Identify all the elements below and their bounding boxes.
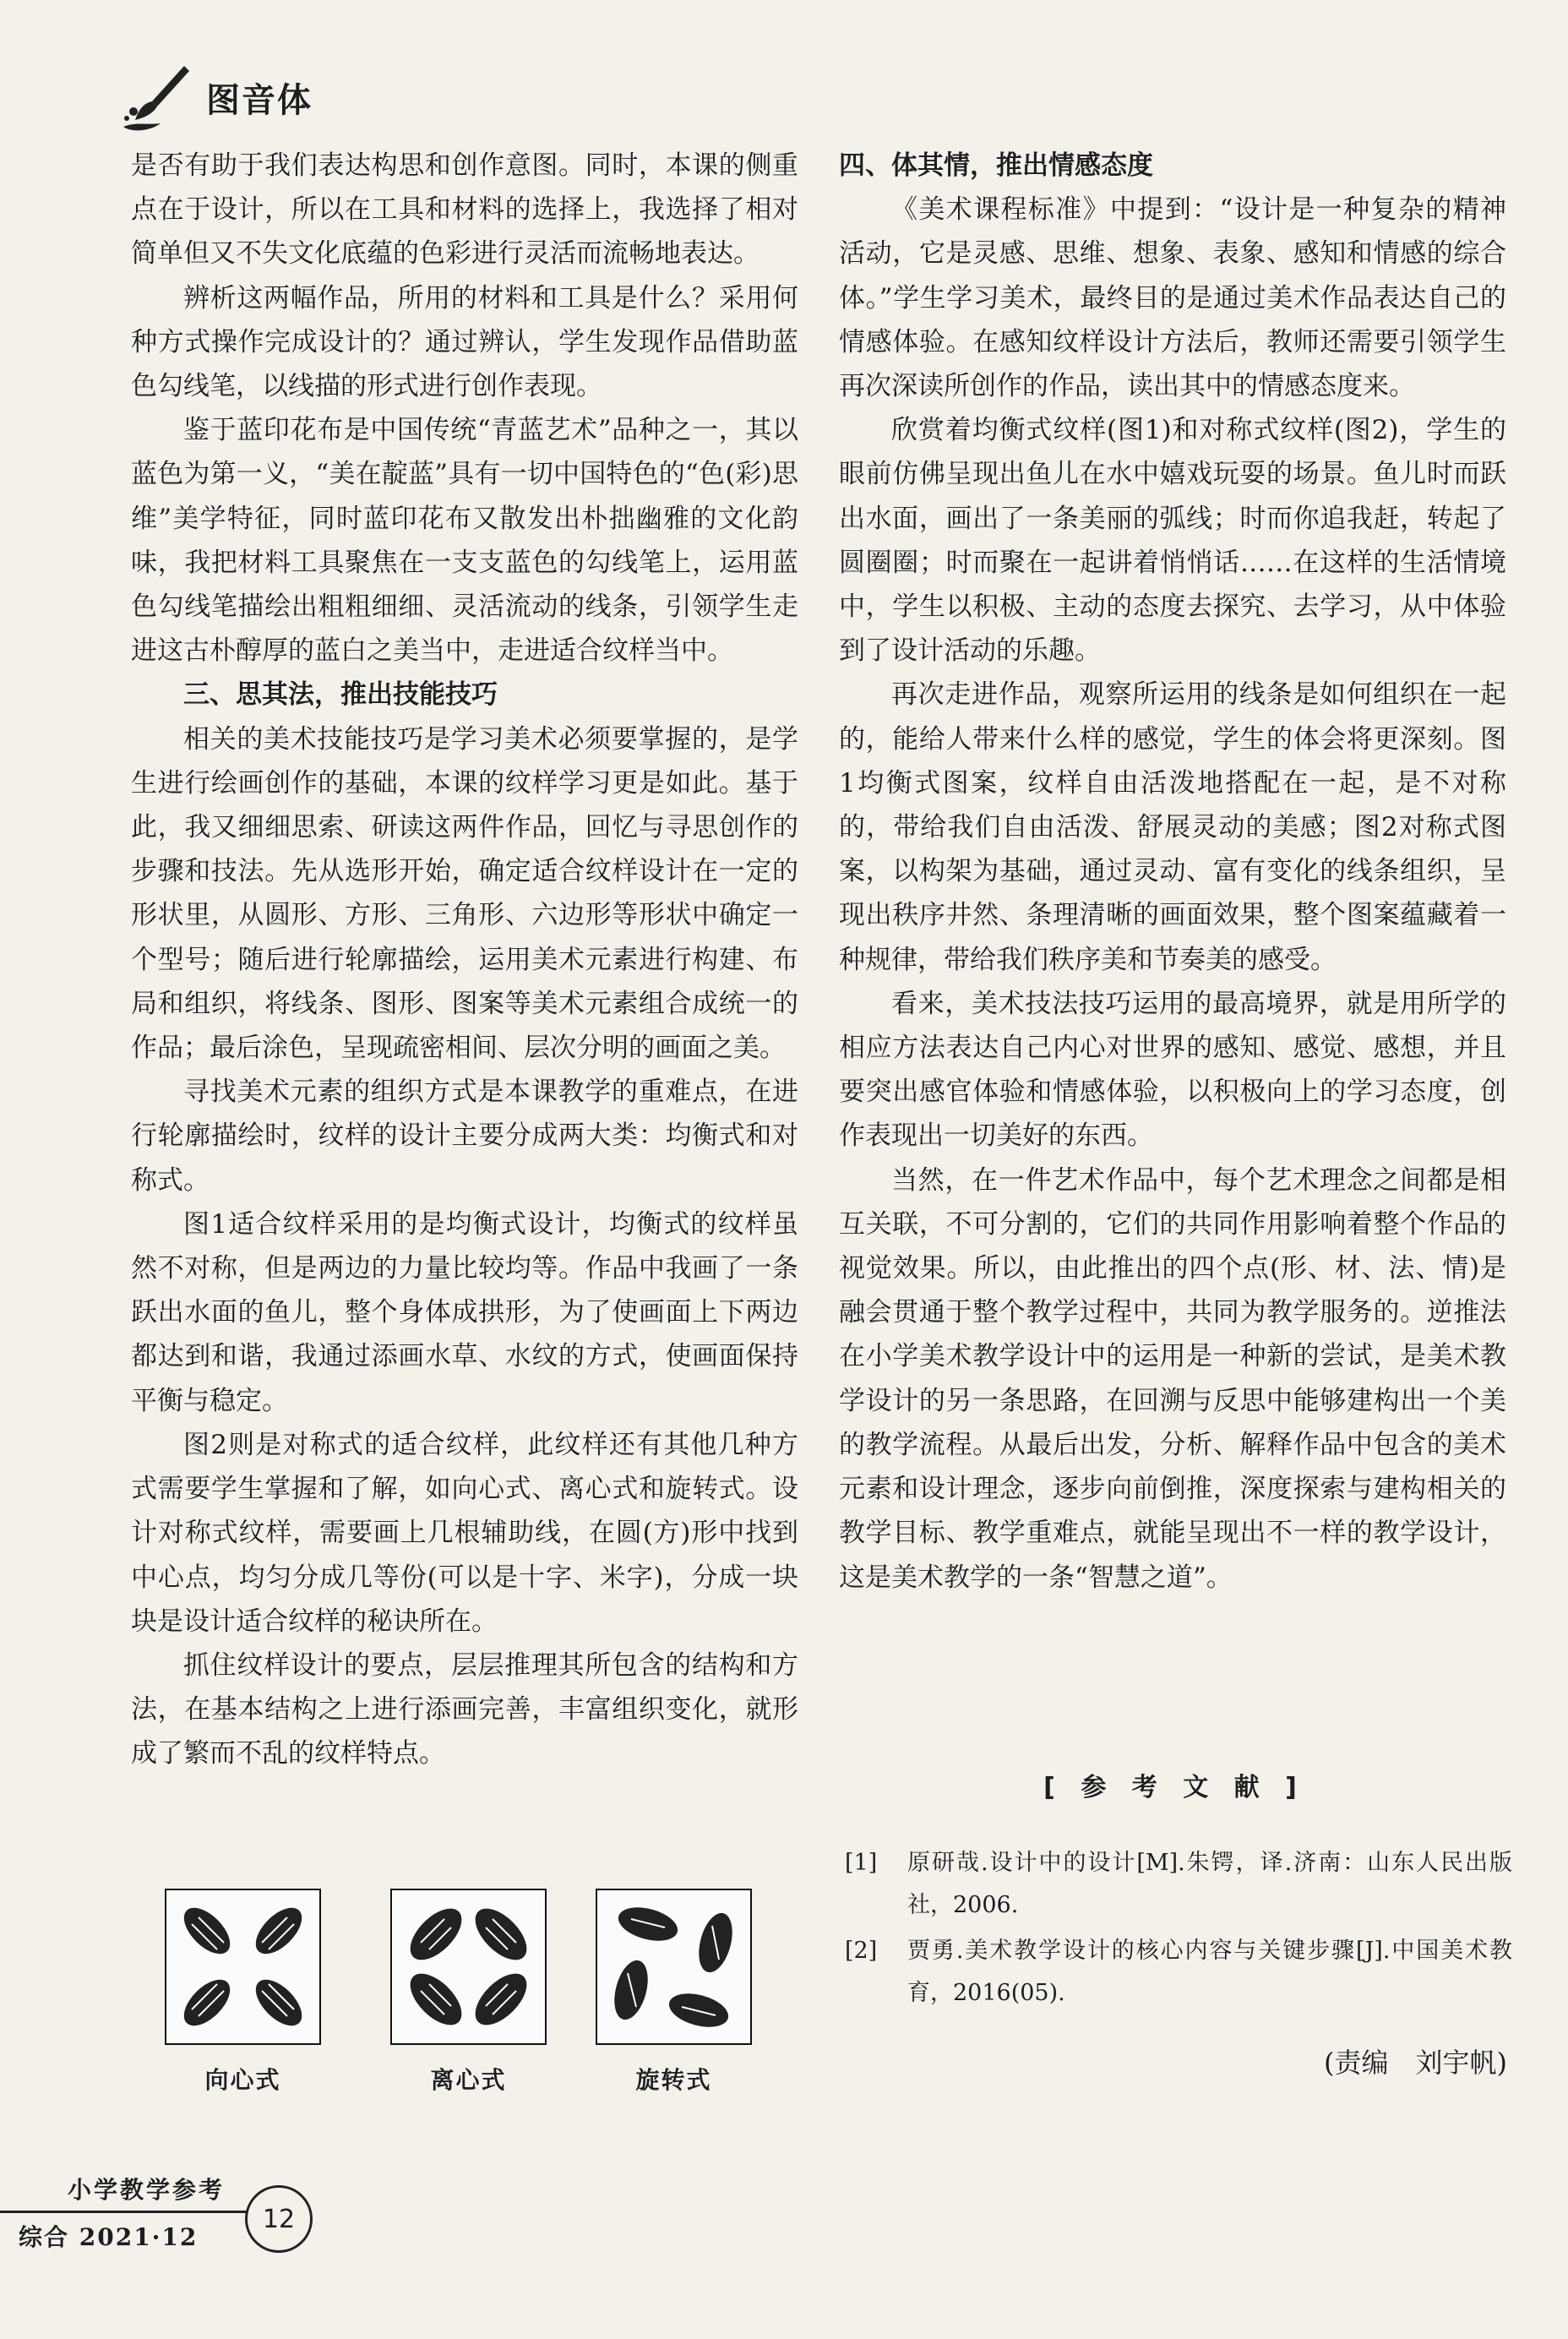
section-heading-4: 四、体其情，推出情感态度	[839, 150, 1153, 181]
paragraph: 鉴于蓝印花布是中国传统“青蓝艺术”品种之一，其以蓝色为第一义，“美在靛蓝”具有一切中国特色的“色(彩)思维”美学特征，同时蓝印花布又散发出朴拙幽雅的文化韵味，我把材料工具聚焦在一支支蓝色的勾线笔上，运用蓝色勾线笔描绘出粗粗细细、灵活流动的线条，引领学生走进这古朴醇厚的蓝白之美当中，走进适合纹样当中。	[131, 415, 798, 667]
reference-item	[845, 1842, 1512, 1927]
brush-ink-logo-icon	[118, 59, 194, 135]
reference-text: 原研哉.设计中的设计[M].朱锷，译.济南：山东人民出版社，2006.	[907, 1850, 1512, 1918]
paragraph: 抓住纹样设计的要点，层层推理其所包含的结构和方法，在基本结构之上进行添画完善，丰富组织变化，就形成了繁而不乱的纹样特点。	[131, 1649, 798, 1769]
fish-pattern-icon	[392, 1890, 545, 2043]
paragraph: 相关的美术技能技巧是学习美术必须要掌握的，是学生进行绘画创作的基础，本课的纹样学习更是如此。基于此，我又细细思索、研读这两件作品，回忆与寻思创作的步骤和技法。先从选形开始，确定适合纹样设计在一定的形状里，从圆形、方形、三角形、六边形等形状中确定一个型号；随后进行轮廓描绘，运用美术元素进行构建、布局和组织，将线条、图形、图案等美术元素组合成统一的作品；最后涂色，呈现疏密相间、层次分明的画面之美。	[131, 723, 798, 1064]
figure-rotational	[596, 1889, 752, 2096]
section-name: 图音体	[206, 80, 313, 120]
left-column	[131, 144, 798, 1776]
footer-rule	[0, 2211, 247, 2213]
section-heading-3: 三、思其法，推出技能技巧	[183, 679, 498, 711]
paragraph: 辨析这两幅作品，所用的材料和工具是什么？采用何种方式操作完成设计的？通过辨认，学生发现作品借助蓝色勾线笔，以线描的形式进行创作表现。	[131, 282, 798, 402]
reference-item	[845, 1930, 1512, 2015]
journal-name: 小学教学参考	[68, 2176, 226, 2204]
reference-number: [1]	[845, 1850, 878, 1876]
editor-credit: (责编 刘宇帆)	[1324, 2047, 1507, 2079]
figure-caption: 离心式	[430, 2066, 507, 2094]
fish-pattern-image	[165, 1889, 321, 2045]
fish-pattern-image	[390, 1889, 547, 2045]
reference-number: [2]	[845, 1938, 878, 1964]
paragraph: 图2则是对称式的适合纹样，此纹样还有其他几种方式需要学生掌握和了解，如向心式、离心式和旋转式。设计对称式纹样，需要画上几根辅助线，在圆(方)形中找到中心点，均匀分成几等份(可以是十字、米字)，分成一块块是设计适合纹样的秘诀所在。	[131, 1429, 798, 1637]
figure-centripetal	[165, 1889, 321, 2096]
fish-pattern-icon	[166, 1890, 319, 2043]
issue-label: 综合 2021·12	[19, 2223, 199, 2251]
paragraph: 看来，美术技法技巧运用的最高境界，就是用所学的相应方法表达自己内心对世界的感知、感觉、感想，并且要突出感官体验和情感体验，以积极向上的学习态度，创作表现出一切美好的东西。	[839, 988, 1506, 1152]
paragraph: 欣赏着均衡式纹样(图1)和对称式纹样(图2)，学生的眼前仿佛呈现出鱼儿在水中嬉戏玩耍的场景。鱼儿时而跃出水面，画出了一条美丽的弧线；时而你追我赶，转起了圆圈圈；时而聚在一起讲着悄悄话……在这样的生活情境中，学生以积极、主动的态度去探究、去学习，从中体验到了设计活动的乐趣。	[839, 415, 1506, 667]
reference-text: 贾勇.美术教学设计的核心内容与关键步骤[J].中国美术教育，2016(05).	[907, 1938, 1512, 2006]
paragraph: 再次走进作品，观察所运用的线条是如何组织在一起的，能给人带来什么样的感觉，学生的体会将更深刻。图1均衡式图案，纹样自由活泼地搭配在一起，是不对称的，带给我们自由活泼、舒展灵动的美感；图2对称式图案，以构架为基础，通过灵动、富有变化的线条组织，呈现出秩序井然、条理清晰的画面效果，整个图案蕴藏着一种规律，带给我们秩序美和节奏美的感受。	[839, 679, 1506, 975]
fish-pattern-icon	[597, 1890, 750, 2043]
paragraph: 寻找美术元素的组织方式是本课教学的重难点，在进行轮廓描绘时，纹样的设计主要分成两大类：均衡式和对称式。	[131, 1077, 798, 1196]
paragraph: 当然，在一件艺术作品中，每个艺术理念之间都是相互关联，不可分割的，它们的共同作用影响着整个作品的视觉效果。所以，由此推出的四个点(形、材、法、情)是融会贯通于整个教学过程中，共同为教学服务的。逆推法在小学美术教学设计中的运用是一种新的尝试，是美术教学设计的另一条思路，在回溯与反思中能够建构出一个美的教学流程。从最后出发，分析、解释作品中包含的美术元素和设计理念，逐步向前倒推，深度探索与建构相关的教学目标、教学重难点，就能呈现出不一样的教学设计，这是美术教学的一条“智慧之道”。	[839, 1164, 1506, 1593]
page-number: 12	[245, 2185, 313, 2253]
figure-caption: 旋转式	[635, 2066, 712, 2094]
paragraph: 图1适合纹样采用的是均衡式设计，均衡式的纹样虽然不对称，但是两边的力量比较均等。作品中我画了一条跃出水面的鱼儿，整个身体成拱形，为了使画面上下两边都达到和谐，我通过添画水草、水纹的方式，使画面保持平衡与稳定。	[131, 1208, 798, 1416]
paragraph: 是否有助于我们表达构思和创作意图。同时，本课的侧重点在于设计，所以在工具和材料的选择上，我选择了相对简单但又不失文化底蕴的色彩进行灵活而流畅地表达。	[131, 150, 798, 270]
figure-centrifugal	[390, 1889, 547, 2096]
right-column	[839, 144, 1506, 1600]
page-footer	[0, 2163, 338, 2298]
paragraph: 《美术课程标准》中提到：“设计是一种复杂的精神活动，它是灵感、思维、想象、表象、感知和情感的综合体。”学生学习美术，最终目的是通过美术作品表达自己的情感体验。在感知纹样设计方法后，教师还需要引领学生再次深读所创作的作品，读出其中的情感态度来。	[839, 194, 1506, 402]
references-list	[845, 1842, 1512, 2018]
pattern-figures	[165, 1889, 773, 2108]
page-header	[118, 51, 313, 144]
references-title: [ 参 考 文 献 ]	[1043, 1773, 1305, 1802]
figure-caption: 向心式	[204, 2066, 281, 2094]
fish-pattern-image	[596, 1889, 752, 2045]
